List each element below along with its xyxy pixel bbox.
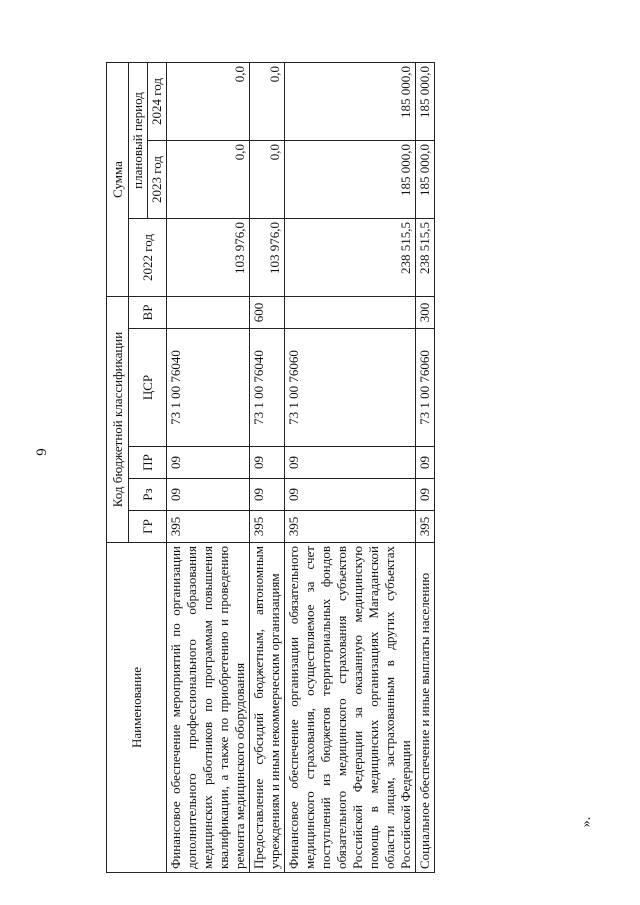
row-2023: 0,0 bbox=[167, 140, 250, 218]
header-planning-period: плановый период bbox=[129, 62, 148, 218]
header-2023: 2023 год bbox=[148, 140, 167, 218]
table-row bbox=[285, 62, 416, 872]
table-row bbox=[416, 62, 435, 872]
row-name: Финансовое обеспечение мероприятий по организации дополнительного профессионального образования медицинских работников по программам повышения квалификации, а также по приобретению и проведению ремонта медицинского оборудования bbox=[167, 543, 250, 873]
table-row bbox=[167, 62, 250, 872]
row-2024: 185 000,0 bbox=[416, 62, 435, 140]
row-2022: 103 976,0 bbox=[167, 218, 250, 296]
header-pr: ПР bbox=[129, 447, 167, 479]
row-vr: 300 bbox=[416, 296, 435, 328]
header-sum: Сумма bbox=[107, 62, 129, 296]
row-name: Социальное обеспечение и иные выплаты населению bbox=[416, 543, 435, 873]
page-number: 6 bbox=[32, 448, 49, 456]
row-2024: 0,0 bbox=[167, 62, 250, 140]
header-2022: 2022 год bbox=[129, 218, 167, 296]
header-vr: ВР bbox=[129, 296, 167, 328]
header-gr: ГР bbox=[129, 511, 167, 543]
header-2024: 2024 год bbox=[148, 62, 167, 140]
rotated-table-container bbox=[106, 63, 536, 873]
row-vr bbox=[167, 296, 250, 328]
row-name: Финансовое обеспечение организации обязательного медицинского страхования, осуществляемое за счет поступлений из бюджетов территориальных фондов обязательного медицинского страхования субъектов Российской Федерации за оказанную медицинскую помощь в медицинских организациях Магаданской области лицам, застрахованным в других субъектах Российской Федерации bbox=[285, 543, 416, 873]
table-row bbox=[250, 62, 285, 872]
row-rz: 09 bbox=[285, 479, 416, 511]
row-2023: 0,0 bbox=[250, 140, 285, 218]
row-2023: 185 000,0 bbox=[416, 140, 435, 218]
row-csr: 73 1 00 76040 bbox=[250, 329, 285, 447]
row-rz: 09 bbox=[416, 479, 435, 511]
row-rz: 09 bbox=[167, 479, 250, 511]
row-gr: 395 bbox=[250, 511, 285, 543]
header-code-group: Код бюджетной классификации bbox=[107, 296, 129, 542]
row-pr: 09 bbox=[167, 447, 250, 479]
budget-table bbox=[106, 62, 435, 873]
header-rz: Рз bbox=[129, 479, 167, 511]
header-name: Наименование bbox=[107, 543, 167, 873]
row-csr: 73 1 00 76060 bbox=[416, 329, 435, 447]
row-vr bbox=[285, 296, 416, 328]
row-gr: 395 bbox=[285, 511, 416, 543]
row-2024: 0,0 bbox=[250, 62, 285, 140]
row-csr: 73 1 00 76060 bbox=[285, 329, 416, 447]
row-vr: 600 bbox=[250, 296, 285, 328]
row-gr: 395 bbox=[416, 511, 435, 543]
row-name: Предоставление субсидий бюджетным, автономным учреждениям и иным некоммерческим организациям bbox=[250, 543, 285, 873]
header-csr: ЦСР bbox=[129, 329, 167, 447]
row-2024: 185 000,0 bbox=[285, 62, 416, 140]
row-pr: 09 bbox=[285, 447, 416, 479]
row-rz: 09 bbox=[250, 479, 285, 511]
row-pr: 09 bbox=[250, 447, 285, 479]
row-csr: 73 1 00 76040 bbox=[167, 329, 250, 447]
closing-quote-mark: ». bbox=[579, 816, 594, 828]
row-gr: 395 bbox=[167, 511, 250, 543]
row-2022: 103 976,0 bbox=[250, 218, 285, 296]
row-pr: 09 bbox=[416, 447, 435, 479]
row-2022: 238 515,5 bbox=[285, 218, 416, 296]
row-2022: 238 515,5 bbox=[416, 218, 435, 296]
row-2023: 185 000,0 bbox=[285, 140, 416, 218]
